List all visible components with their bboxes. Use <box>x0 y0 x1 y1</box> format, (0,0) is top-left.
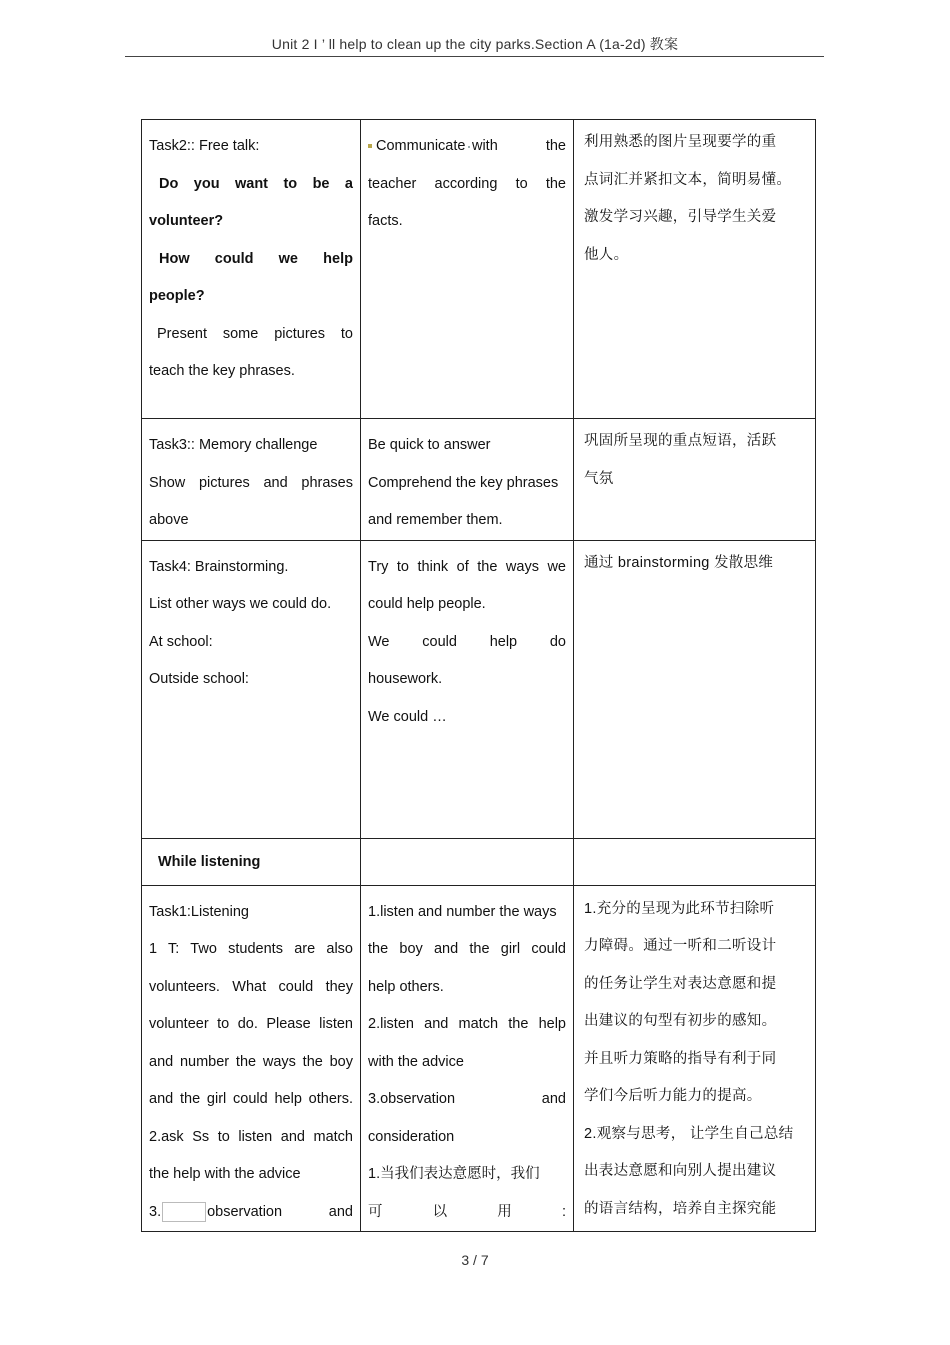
task2-teacher-cell <box>142 120 361 419</box>
task1-title: Task1:Listening <box>149 903 249 920</box>
task1-student-7: consideration <box>368 1128 455 1145</box>
task1-teacher-5: and number the ways the boy <box>149 1053 353 1070</box>
task2-student-1a: Communicate <box>376 138 466 154</box>
task1-teacher-9: 3. <box>149 1203 162 1220</box>
task1-student-6: 3.observation and <box>368 1091 566 1107</box>
task1-purpose-2: 力障碍。通过一听和二听设计 <box>584 938 777 954</box>
task4-student-3: We could help do <box>368 633 566 650</box>
task2-purpose-1: 利用熟悉的图片呈现要学的重 <box>584 134 777 150</box>
task1-student-3: help others. <box>368 978 444 995</box>
task4-teacher-2: List other ways we could do. <box>149 596 332 612</box>
task1-purpose-5: 并且听力策略的指导有利于同 <box>584 1050 777 1067</box>
task3-teacher-cell <box>142 419 361 541</box>
task3-purpose-2: 气氛 <box>584 470 614 487</box>
task3-purpose-1: 巩固所呈现的重点短语，活跃 <box>584 433 777 449</box>
task3-student-3: and remember them. <box>368 512 503 528</box>
task1-student-4: 2.listen and match the help <box>368 1016 566 1032</box>
task1-observation: observation <box>207 1203 283 1220</box>
task1-student-cell <box>361 885 574 1232</box>
task2-student-2: teacher according to the <box>368 175 566 192</box>
table-row-task2 <box>142 120 816 419</box>
task4-student-4: housework. <box>368 671 443 687</box>
task1-student-2: the boy and the girl could <box>368 941 566 957</box>
task2-student-1b: with the <box>471 138 566 154</box>
task4-teacher-4: Outside school: <box>149 671 249 687</box>
task1-teacher-2: 1 T: Two students are also <box>149 941 353 957</box>
while-empty-cell-3 <box>574 838 816 885</box>
task2-present-b: teach the key phrases. <box>149 363 295 379</box>
while-listening-cell <box>142 838 361 885</box>
task1-teacher-3: volunteers. What could they <box>149 978 353 995</box>
task4-student-5: We could … <box>368 708 447 725</box>
task1-teacher-6: and the girl could help others. <box>149 1091 353 1107</box>
task1-teacher-8: the help with the advice <box>149 1166 301 1182</box>
task4-student-cell <box>361 540 574 838</box>
task2-student-3: facts. <box>368 213 403 229</box>
task4-student-1: Try to think of the ways we <box>368 558 566 575</box>
task1-purpose-6: 学们今后听力能力的提高。 <box>584 1088 762 1104</box>
task4-purpose-1: 通过 brainstorming 发散思维 <box>584 554 774 571</box>
table-row-task4 <box>142 540 816 838</box>
task1-student-9: 可 以 用 : <box>368 1203 566 1220</box>
page-header: Unit 2 I ’ ll help to clean up the city parks.Section A (1a-2d) 教案 <box>271 36 679 52</box>
task1-purpose-8: 出表达意愿和向别人提出建议 <box>584 1163 777 1179</box>
task2-purpose-4: 他人。 <box>584 246 629 263</box>
header-rule <box>125 56 824 57</box>
while-empty-cell-2 <box>361 838 574 885</box>
table-row-task3 <box>142 419 816 541</box>
task1-purpose-3: 的任务让学生对表达意愿和提 <box>584 975 777 992</box>
task1-purpose-4: 出建议的句型有初步的感知。 <box>584 1013 777 1029</box>
bullet-mark-icon <box>368 144 372 148</box>
task1-teacher-4: volunteer to do. Please listen <box>149 1016 353 1032</box>
task3-teacher-3: above <box>149 512 189 528</box>
task4-teacher-cell <box>142 540 361 838</box>
task2-question-1a: Do you want to be a <box>159 175 353 192</box>
task3-student-cell <box>361 419 574 541</box>
task3-student-2: Comprehend the key phrases <box>368 474 559 491</box>
dot-icon <box>468 146 470 148</box>
task4-teacher-3: At school: <box>149 633 213 650</box>
task1-purpose-1: 1.充分的呈现为此环节扫除听 <box>584 900 775 917</box>
task4-student-2: could help people. <box>368 596 486 612</box>
task3-teacher-2: Show pictures and phrases <box>149 474 353 491</box>
task1-purpose-7: 2.观察与思考， 让学生自己总结 <box>584 1125 794 1142</box>
task2-purpose-2: 点词汇并紧扣文本，简明易懂。 <box>584 171 792 188</box>
task1-purpose-cell <box>574 885 816 1232</box>
task2-purpose-3: 激发学习兴趣，引导学生关爱 <box>584 209 777 225</box>
task2-student-cell <box>361 120 574 419</box>
lesson-plan-table <box>141 119 816 1232</box>
task1-teacher-cell <box>142 885 361 1232</box>
task2-purpose-cell <box>574 120 816 419</box>
table-row-while-listening <box>142 838 816 885</box>
task4-purpose-cell <box>574 540 816 838</box>
page-number: 3 / 7 <box>461 1252 489 1268</box>
task2-question-2a: How could we help <box>159 250 353 267</box>
task3-purpose-cell <box>574 419 816 541</box>
section-heading: While listening <box>158 853 261 870</box>
task1-student-5: with the advice <box>368 1053 464 1070</box>
blank-box <box>162 1202 206 1222</box>
table-row-task1 <box>142 885 816 1232</box>
task2-present-a: Present some pictures to <box>157 325 353 342</box>
task1-purpose-9: 的语言结构，培养自主探究能 <box>584 1200 777 1217</box>
task4-title: Task4: Brainstorming. <box>149 558 289 575</box>
task1-teacher-7: 2.ask Ss to listen and match <box>149 1128 353 1145</box>
task1-student-1: 1.listen and number the ways <box>368 903 557 920</box>
task3-student-1: Be quick to answer <box>368 437 491 453</box>
task1-student-8: 1.当我们表达意愿时，我们 <box>368 1166 540 1182</box>
task2-title: Task2:: Free talk: <box>149 138 260 154</box>
task1-and: and <box>328 1203 353 1220</box>
task2-question-2b: people? <box>149 288 205 304</box>
task3-title: Task3:: Memory challenge <box>149 437 318 453</box>
task2-question-1b: volunteer? <box>149 213 224 229</box>
